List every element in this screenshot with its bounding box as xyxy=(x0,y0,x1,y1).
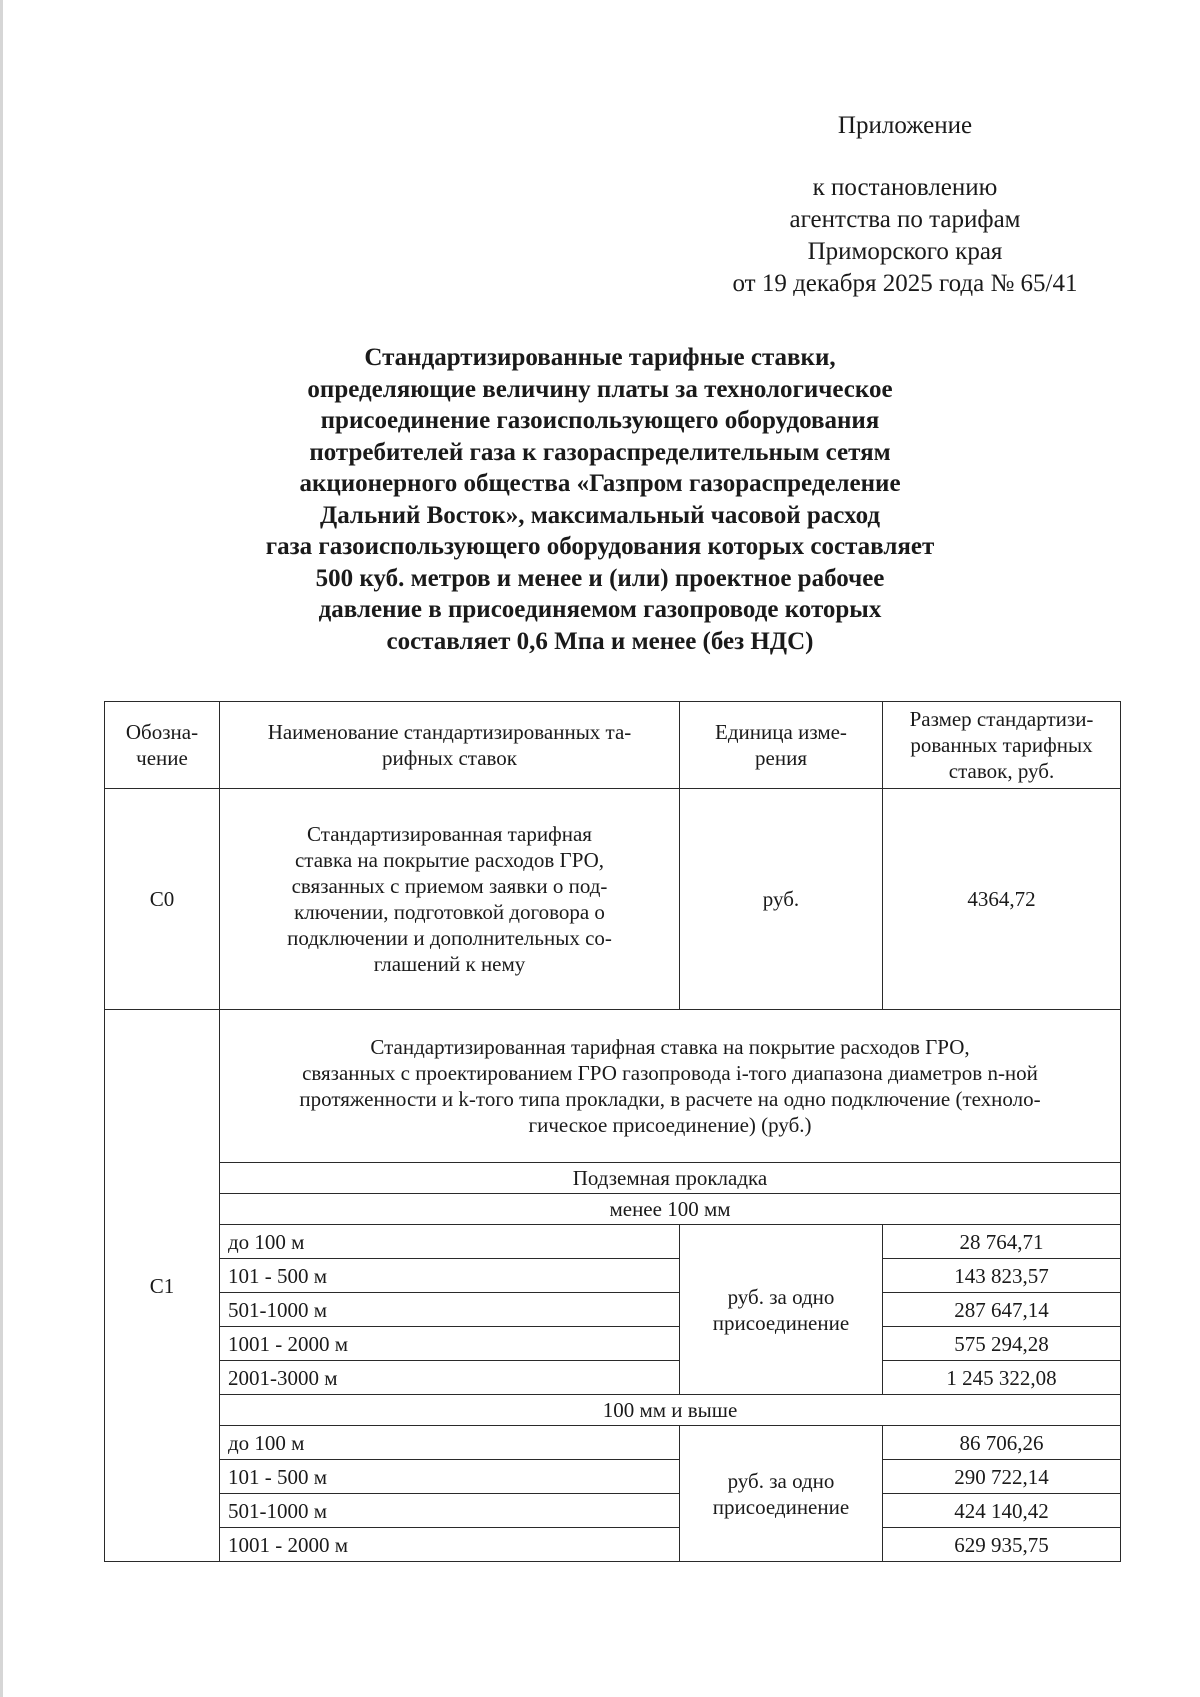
appendix-label: Приложение xyxy=(837,112,973,139)
header-amount: Размер стандартизи- рованных тарифных ставок, руб. xyxy=(883,702,1121,789)
length-cell: 501-1000 м xyxy=(220,1293,680,1327)
header-name: Наименование стандартизированных та- рифных ставок xyxy=(220,702,680,789)
c1-code: С1 xyxy=(105,1010,220,1562)
laying-type-label: Подземная прокладка xyxy=(220,1163,1121,1194)
value-cell: 575 294,28 xyxy=(883,1327,1121,1361)
value-cell: 1 245 322,08 xyxy=(883,1361,1121,1395)
title-line: давление в присоединяемом газопроводе которых xyxy=(318,596,882,623)
title-line: газа газоиспользующего оборудования которых составляет xyxy=(265,533,935,560)
title-line: 500 куб. метров и менее и (или) проектное рабочее xyxy=(315,564,885,592)
diameter-group-label: менее 100 мм xyxy=(220,1194,1121,1225)
table-row xyxy=(105,1494,1121,1528)
value-cell: 424 140,42 xyxy=(883,1494,1121,1528)
appendix-line: к постановлению xyxy=(812,174,998,201)
scan-edge xyxy=(0,0,3,1697)
table-row xyxy=(105,1426,1121,1460)
table-row xyxy=(105,1361,1121,1395)
length-cell: 2001-3000 м xyxy=(220,1361,680,1395)
laying-type-row xyxy=(105,1163,1121,1194)
length-cell: 101 - 500 м xyxy=(220,1259,680,1293)
table-row xyxy=(105,1225,1121,1259)
value-cell: 290 722,14 xyxy=(883,1460,1121,1494)
table-row xyxy=(105,1259,1121,1293)
diameter-group-label: 100 мм и выше xyxy=(220,1395,1121,1426)
table-row xyxy=(105,1293,1121,1327)
title-line: составляет 0,6 Мпа и менее (без НДС) xyxy=(386,627,814,655)
title-line: Стандартизированные тарифные ставки, xyxy=(364,344,836,371)
length-cell: до 100 м xyxy=(220,1426,680,1460)
table-row-c1-description xyxy=(105,1010,1121,1163)
length-cell: 1001 - 2000 м xyxy=(220,1327,680,1361)
value-cell: 287 647,14 xyxy=(883,1293,1121,1327)
appendix-line: Приморского края xyxy=(807,238,1003,265)
group-unit-cell: руб. за одно присоединение xyxy=(680,1426,883,1562)
title-line: определяющие величину платы за технологическое xyxy=(307,375,893,403)
length-cell: 101 - 500 м xyxy=(220,1460,680,1494)
header-designation: Обозна- чение xyxy=(105,702,220,789)
value-cell: 86 706,26 xyxy=(883,1426,1121,1460)
appendix-line: агентства по тарифам xyxy=(789,206,1021,233)
diameter-group-row xyxy=(105,1395,1121,1426)
diameter-group-row xyxy=(105,1194,1121,1225)
length-cell: до 100 м xyxy=(220,1225,680,1259)
c0-unit: руб. xyxy=(680,789,883,1010)
title-line: акционерного общества «Газпром газораспределение xyxy=(299,470,901,497)
value-cell: 629 935,75 xyxy=(883,1528,1121,1562)
c0-description: Стандартизированная тарифная ставка на покрытие расходов ГРО, связанных с приемом заявки о под- ключении, подготовкой договора о подключении и дополнительных со- глашений к нему xyxy=(220,789,680,1010)
title-line: Дальний Восток», максимальный часовой расход xyxy=(320,501,880,529)
c1-description: Стандартизированная тарифная ставка на покрытие расходов ГРО, связанных с проектированием ГРО газопровода i-того диапазона диаметров n-ной протяженности и k-того типа прокладки, в расчете на одно подключение (техноло- гическое присоединение) (руб.) xyxy=(220,1010,1121,1163)
header-unit: Единица изме- рения xyxy=(680,702,883,789)
title-line: присоединение газоиспользующего оборудования xyxy=(320,407,880,434)
document-title xyxy=(200,342,1000,657)
table-row xyxy=(105,1327,1121,1361)
c0-value: 4364,72 xyxy=(883,789,1121,1010)
table-header-row xyxy=(105,702,1121,789)
group-unit-cell: руб. за одно присоединение xyxy=(680,1225,883,1395)
title-line: потребителей газа к газораспределительным сетям xyxy=(309,438,891,466)
length-cell: 1001 - 2000 м xyxy=(220,1528,680,1562)
value-cell: 28 764,71 xyxy=(883,1225,1121,1259)
appendix-header xyxy=(690,110,1120,300)
table-row xyxy=(105,1528,1121,1562)
table-row-c0 xyxy=(105,789,1121,1010)
length-cell: 501-1000 м xyxy=(220,1494,680,1528)
appendix-line: от 19 декабря 2025 года № 65/41 xyxy=(732,270,1078,297)
table-row xyxy=(105,1460,1121,1494)
value-cell: 143 823,57 xyxy=(883,1259,1121,1293)
c0-code: С0 xyxy=(105,789,220,1010)
tariff-table xyxy=(104,701,1121,1562)
